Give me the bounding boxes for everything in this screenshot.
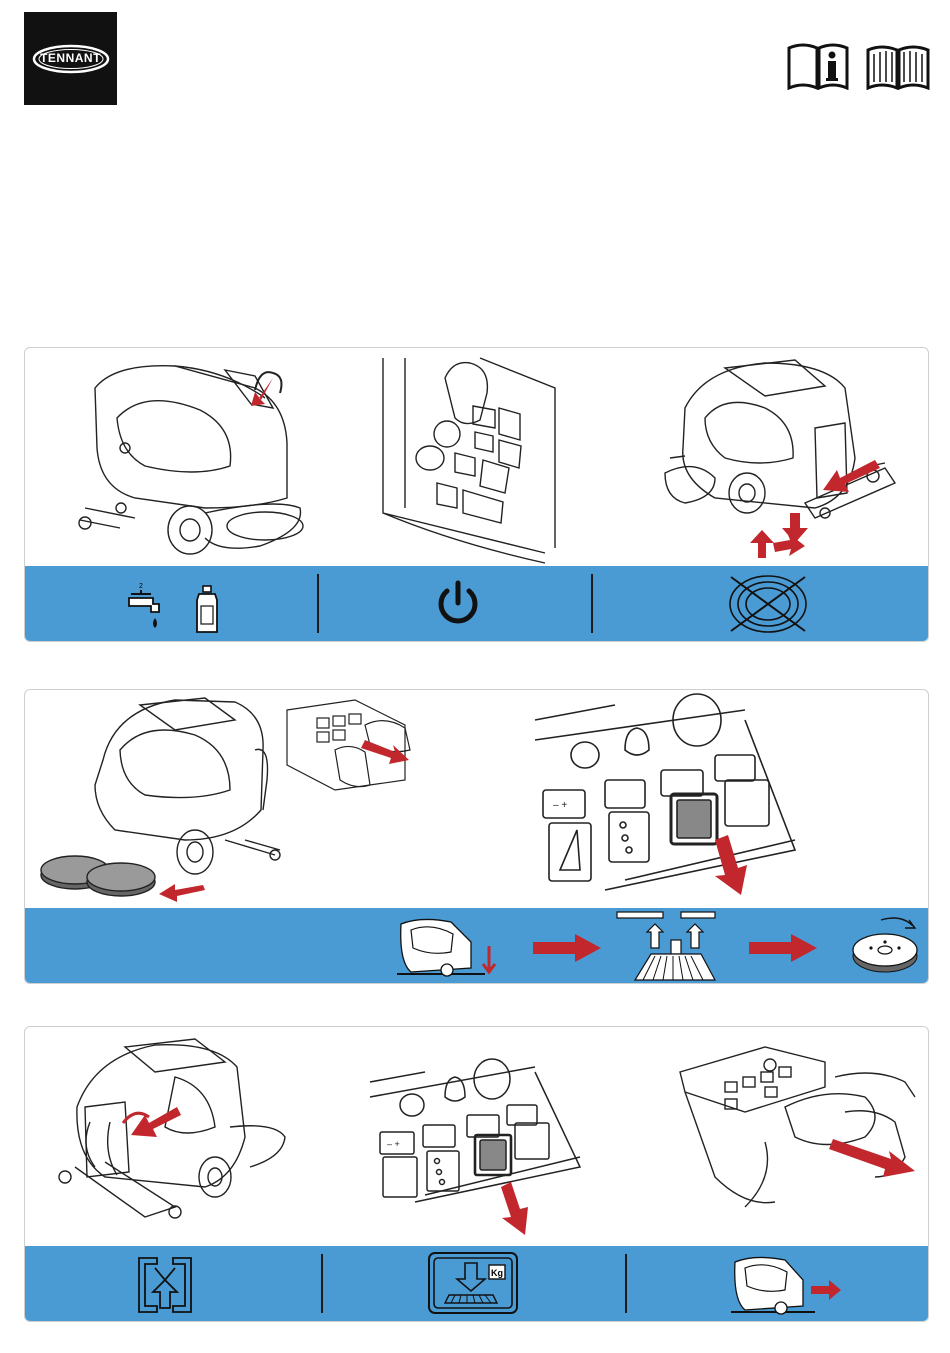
brush-pressure-icon	[427, 1251, 519, 1320]
arrow-left-red	[159, 884, 205, 902]
arrow-up-red	[715, 835, 747, 895]
panel-scrub-start	[24, 689, 929, 984]
power-icon	[433, 579, 483, 634]
band-divider	[591, 574, 593, 633]
pressure-unit-label: Kg	[491, 1268, 503, 1278]
panel-3-icon-band	[25, 1246, 928, 1321]
band-divider	[317, 574, 319, 633]
svg-text:2: 2	[139, 583, 143, 590]
arrow-left-red	[131, 1107, 181, 1137]
manual-book-icon	[866, 42, 930, 95]
machine-forward-icon	[725, 1250, 845, 1322]
sequence-arrow-icon	[747, 932, 819, 969]
panel-2-illustrations	[25, 690, 928, 910]
deck-lift-icon	[615, 910, 717, 984]
panel-1-illustrations	[25, 348, 928, 568]
manual-info-icon	[787, 42, 849, 95]
band-divider	[625, 1254, 627, 1313]
brand-name: TENNANT	[40, 51, 101, 65]
machine-deck-down-icon	[391, 912, 503, 984]
band-divider	[321, 1254, 323, 1313]
panel-prepare	[24, 347, 929, 642]
illustration-no-pads	[665, 360, 895, 518]
detergent-bottle-icon	[195, 584, 219, 639]
svg-text:– +: – +	[553, 800, 568, 811]
water-faucet-icon	[125, 580, 167, 635]
squeegee-lift-icon	[135, 1254, 195, 1319]
svg-text:– +: – +	[387, 1139, 400, 1149]
illustration-fit-pads	[41, 698, 280, 896]
panel-scrub-go	[24, 1026, 929, 1322]
panel-1-icon-band	[25, 566, 928, 641]
no-pad-icon	[725, 573, 811, 640]
panel-2-icon-band	[25, 908, 928, 983]
illustration-open-drain	[59, 1039, 285, 1218]
panel-3-illustrations	[25, 1027, 928, 1247]
illustration-key-on	[383, 358, 555, 563]
brush-rotate-icon	[851, 912, 919, 983]
sequence-arrow-icon	[531, 932, 603, 969]
tennant-logo	[24, 12, 117, 105]
illustration-drive-forward	[680, 1047, 915, 1207]
illustration-deck-down-panel	[535, 694, 795, 890]
arrow-left-red	[823, 460, 880, 492]
illustration-pressure-panel	[370, 1059, 580, 1202]
arrow-up-red	[750, 530, 774, 558]
arrow-up-red	[501, 1182, 528, 1235]
illustration-fill-tank	[79, 366, 303, 554]
illustration-control-inset	[287, 700, 410, 790]
